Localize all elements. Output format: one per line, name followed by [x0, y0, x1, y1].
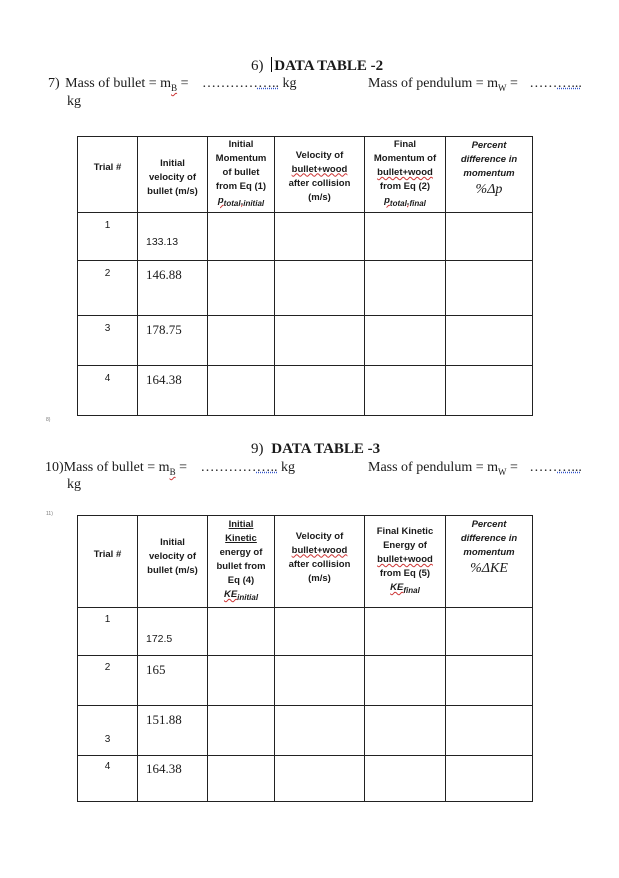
blank-cell[interactable] — [446, 366, 533, 416]
velocity-cell[interactable]: 151.88 — [138, 706, 208, 756]
mass-bullet-unit-wrap: kg — [67, 477, 81, 492]
blank-cell[interactable] — [275, 756, 365, 802]
blank-cell[interactable] — [446, 608, 533, 656]
velocity-cell[interactable]: 133.13 — [138, 213, 208, 261]
mass-of-bullet-line: 10)Mass of bullet = $m_B$ = …………….. kg — [45, 460, 295, 477]
data-table-2 — [77, 136, 533, 416]
table-row — [78, 656, 533, 706]
mass-bullet-unit: kg — [280, 460, 295, 475]
blank-cell[interactable] — [365, 706, 446, 756]
blank-cell[interactable] — [365, 366, 446, 416]
header-velocity-after: Velocity of bullet+wood after collision (m/s) — [275, 137, 365, 213]
velocity-cell[interactable]: 146.88 — [138, 261, 208, 316]
mass-pendulum-blank[interactable]: ………... — [529, 460, 582, 475]
margin-mark: 8) — [46, 417, 51, 423]
blank-cell[interactable] — [208, 316, 275, 366]
mass-pendulum-blank[interactable]: ………... — [529, 76, 582, 91]
trial-cell: 1 — [78, 608, 138, 656]
table-row — [78, 316, 533, 366]
table-row — [78, 261, 533, 316]
header-percent-difference: Percent difference in momentum %ΔKE — [446, 516, 533, 608]
table-header-row — [78, 516, 533, 608]
blank-cell[interactable] — [446, 316, 533, 366]
data-table-3-heading — [251, 441, 380, 458]
mass-of-pendulum-line: Mass of pendulum = $m_W$ = ………... — [368, 76, 582, 93]
table-header-row — [78, 137, 533, 213]
blank-cell[interactable] — [275, 656, 365, 706]
trial-cell: 4 — [78, 756, 138, 802]
margin-mark: 11) — [46, 511, 53, 517]
velocity-cell[interactable]: 164.38 — [138, 366, 208, 416]
trial-cell: 2 — [78, 261, 138, 316]
mass-bullet-label: Mass of bullet = $m_B$ — [63, 460, 176, 477]
table-row — [78, 366, 533, 416]
text-cursor — [271, 57, 272, 72]
blank-cell[interactable] — [208, 656, 275, 706]
blank-cell[interactable] — [208, 608, 275, 656]
blank-cell[interactable] — [446, 706, 533, 756]
blank-cell[interactable] — [275, 608, 365, 656]
header-velocity-after: Velocity of bullet+wood after collision (m/s) — [275, 516, 365, 608]
blank-cell[interactable] — [446, 656, 533, 706]
mass-bullet-unit: kg — [282, 76, 297, 91]
blank-cell[interactable] — [446, 213, 533, 261]
header-trial: Trial # — [78, 137, 138, 213]
trial-cell: 4 — [78, 366, 138, 416]
header-initial-momentum: Initial Momentum of bullet from Eq (1) $p_{total-initial}$ — [208, 137, 275, 213]
blank-cell[interactable] — [208, 366, 275, 416]
trial-cell: 1 — [78, 213, 138, 261]
heading-title: DATA TABLE -3 — [271, 441, 381, 457]
header-final-momentum: Final Momentum of bullet+wood from Eq (2) $p_{total-final}$ — [365, 137, 446, 213]
blank-cell[interactable] — [275, 366, 365, 416]
mass-of-pendulum-line: Mass of pendulum = $m_W$ = ………... — [368, 460, 582, 477]
blank-cell[interactable] — [365, 756, 446, 802]
blank-cell[interactable] — [365, 608, 446, 656]
heading-number: 9) — [251, 441, 264, 457]
header-final-kinetic-energy: Final Kinetic Energy of bullet+wood from Eq (5) $KE_{final}$ — [365, 516, 446, 608]
blank-cell[interactable] — [275, 261, 365, 316]
trial-cell: 3 — [78, 706, 138, 756]
blank-cell[interactable] — [446, 261, 533, 316]
blank-cell[interactable] — [365, 213, 446, 261]
blank-cell[interactable] — [275, 213, 365, 261]
heading-number: 6) — [251, 58, 264, 74]
blank-cell[interactable] — [275, 706, 365, 756]
mass-bullet-blank[interactable]: …………….. — [201, 76, 279, 91]
header-initial-kinetic-energy: Initial Kinetic energy of bullet from Eq (4) $KE_{initial}$ — [208, 516, 275, 608]
header-percent-difference: Percent difference in momentum %Δp — [446, 137, 533, 213]
item-number: 7) — [48, 76, 60, 91]
table-row — [78, 213, 533, 261]
velocity-cell[interactable]: 178.75 — [138, 316, 208, 366]
heading-title: DATA TABLE -2 — [274, 58, 384, 74]
mass-bullet-unit-wrap: kg — [67, 94, 81, 109]
table-row — [78, 706, 533, 756]
header-initial-velocity: Initial velocity of bullet (m/s) — [138, 516, 208, 608]
blank-cell[interactable] — [208, 213, 275, 261]
data-table-2-heading — [251, 57, 383, 75]
velocity-cell[interactable]: 172.5 — [138, 608, 208, 656]
header-trial: Trial # — [78, 516, 138, 608]
header-initial-velocity: Initial velocity of bullet (m/s) — [138, 137, 208, 213]
table-row — [78, 756, 533, 802]
blank-cell[interactable] — [208, 706, 275, 756]
item-number: 10) — [45, 460, 64, 475]
table-row — [78, 608, 533, 656]
blank-cell[interactable] — [275, 316, 365, 366]
blank-cell[interactable] — [446, 756, 533, 802]
blank-cell[interactable] — [208, 261, 275, 316]
velocity-cell[interactable]: 164.38 — [138, 756, 208, 802]
mass-bullet-blank[interactable]: …………….. — [200, 460, 278, 475]
trial-cell: 3 — [78, 316, 138, 366]
velocity-cell[interactable]: 165 — [138, 656, 208, 706]
blank-cell[interactable] — [208, 756, 275, 802]
blank-cell[interactable] — [365, 316, 446, 366]
trial-cell: 2 — [78, 656, 138, 706]
mass-of-bullet-line: 7) Mass of bullet = $m_B$ = …………….. kg — [48, 76, 297, 93]
data-table-3 — [77, 515, 533, 802]
blank-cell[interactable] — [365, 656, 446, 706]
blank-cell[interactable] — [365, 261, 446, 316]
mass-bullet-label: Mass of bullet = $m_B$ — [65, 76, 178, 93]
